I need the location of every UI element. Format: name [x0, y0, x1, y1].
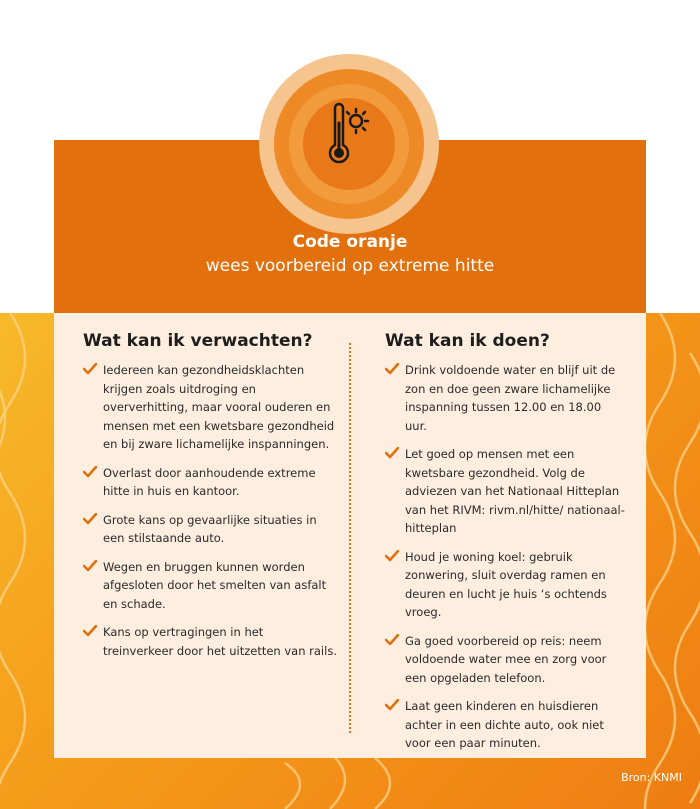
check-icon: [385, 634, 399, 646]
list-item-text: Laat geen kinderen en huisdieren achter in een dichte auto, ook niet voor een paar minuten.: [405, 699, 604, 750]
list-item: [385, 548, 625, 622]
list-item-text: Ga goed voorbereid op reis: neem voldoende water mee en zorg voor een opgeladen telefoon.: [405, 633, 607, 685]
list-item: [83, 464, 337, 501]
check-icon: [385, 447, 399, 459]
check-icon: [385, 363, 399, 375]
column-divider: [349, 343, 351, 733]
list-item: [83, 558, 337, 614]
check-icon: [385, 699, 399, 711]
todo-heading: Wat kan ik doen?: [385, 331, 550, 351]
list-item-text: Iedereen kan gezondheidsklachten krijgen zoals uitdroging en oververhitting, maar vooral ouderen en mensen met een kwetsbare gezondheid en bij zware lichamelijke inspanningen.: [103, 363, 335, 451]
todo-column: [385, 331, 625, 763]
list-item: [83, 511, 337, 548]
page-title: Code oranje: [292, 232, 408, 252]
check-icon: [385, 550, 399, 562]
check-icon: [83, 363, 97, 375]
list-item-text: Grote kans op gevaarlijke situaties in een stilstaande auto.: [103, 512, 317, 545]
list-item: [385, 697, 625, 753]
check-icon: [83, 513, 97, 525]
list-item: [83, 361, 337, 454]
list-item: [83, 623, 337, 660]
check-icon: [83, 625, 97, 637]
list-item: [385, 445, 625, 538]
check-icon: [83, 466, 97, 478]
list-item-text: Drink voldoende water en blijf uit de zon en doe geen zware lichamelijke inspanning tussen 12.00 en 18.00 uur.: [405, 363, 616, 433]
check-icon: [83, 560, 97, 572]
info-panel: [54, 313, 646, 758]
list-item-text: Overlast door aanhoudende extreme hitte in huis en kantoor.: [103, 465, 316, 498]
source-credit: Bron: KNMI: [621, 771, 682, 784]
page-subtitle: wees voorbereid op extreme hitte: [205, 256, 495, 276]
list-item-text: Let goed op mensen met een kwetsbare gezondheid. Volg de adviezen van het Nationaal Hitteplan van het RIVM: rivm.nl/hitte/ nationaal-hitteplan: [405, 447, 625, 535]
thermometer-sun-icon: [258, 53, 440, 235]
expect-column: [83, 331, 337, 670]
expect-heading: Wat kan ik verwachten?: [83, 331, 313, 351]
list-item-text: Houd je woning koel: gebruik zonwering, sluit overdag ramen en deuren en lucht je huis ‘s ochtends vroeg.: [405, 549, 607, 619]
list-item-text: Wegen en bruggen kunnen worden afgesloten door het smelten van asfalt en schade.: [103, 559, 327, 611]
list-item-text: Kans op vertragingen in het treinverkeer door het uitzetten van rails.: [103, 625, 337, 658]
list-item: [385, 632, 625, 688]
list-item: [385, 361, 625, 435]
